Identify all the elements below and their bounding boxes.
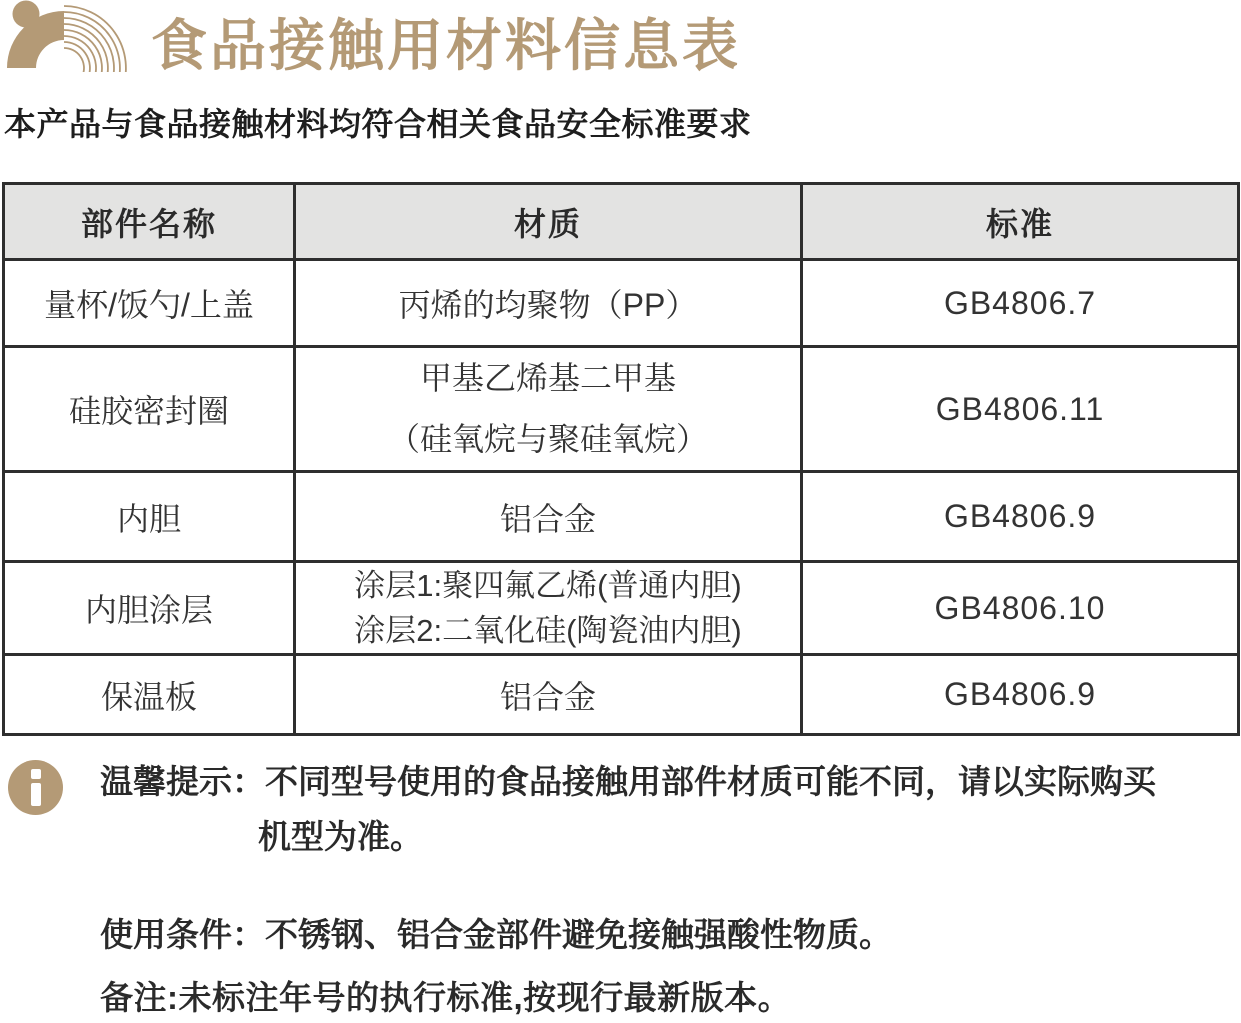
table-header-row xyxy=(4,184,1239,260)
info-icon-dot xyxy=(31,769,41,779)
info-icon-stem xyxy=(31,783,41,806)
info-icon xyxy=(8,760,63,815)
material-cell xyxy=(295,472,802,562)
part-name-cell: 硅胶密封圈 xyxy=(4,347,295,472)
part-name-cell: 量杯/饭勺/上盖 xyxy=(4,260,295,347)
part-name-cell: 内胆涂层 xyxy=(4,562,295,655)
page-title: 食品接触用材料信息表 xyxy=(151,14,741,77)
materials-table xyxy=(2,182,1240,736)
material-line: 涂层1:聚四氟乙烯(普通内胆) xyxy=(354,568,742,603)
material-cell xyxy=(295,655,802,735)
part-name-cell: 保温板 xyxy=(4,655,295,735)
standard-cell: GB4806.11 xyxy=(802,347,1239,472)
compliance-statement: 本产品与食品接触材料均符合相关食品安全标准要求 xyxy=(4,106,752,142)
material-cell xyxy=(295,562,802,655)
standard-cell: GB4806.9 xyxy=(802,655,1239,735)
part-name-cell: 内胆 xyxy=(4,472,295,562)
material-line: 涂层2:二氧化硅(陶瓷油内胆) xyxy=(354,613,742,648)
standard-cell: GB4806.10 xyxy=(802,562,1239,655)
tip-note-line1 xyxy=(100,757,1230,807)
standard-cell: GB4806.9 xyxy=(802,472,1239,562)
standard-cell: GB4806.7 xyxy=(802,260,1239,347)
table-row xyxy=(4,562,1239,655)
tip-label: 温馨提示： xyxy=(100,763,265,800)
remark-note: 备注:未标注年号的执行标准,按现行最新版本。 xyxy=(100,979,792,1016)
column-header-part: 部件名称 xyxy=(4,184,295,260)
footer-notes xyxy=(100,757,1230,1023)
material-cell xyxy=(295,260,802,347)
table-row xyxy=(4,655,1239,735)
material-line: 铝合金 xyxy=(499,500,596,537)
table-row xyxy=(4,472,1239,562)
tip-note-line2: 机型为准。 xyxy=(258,818,423,855)
tip-text-line1: 不同型号使用的食品接触用部件材质可能不同，请以实际购买 xyxy=(265,763,1156,800)
brand-grain-arcs-logo-icon xyxy=(4,0,132,72)
material-line: 丙烯的均聚物（PP） xyxy=(398,287,698,323)
material-line: （硅氧烷与聚硅氧烷） xyxy=(387,421,708,457)
material-line: 铝合金 xyxy=(499,678,596,715)
table-row xyxy=(4,260,1239,347)
table-row xyxy=(4,347,1239,472)
usage-condition-note: 使用条件：不锈钢、铝合金部件避免接触强酸性物质。 xyxy=(100,916,892,953)
column-header-standard: 标准 xyxy=(802,184,1239,260)
column-header-material: 材质 xyxy=(295,184,802,260)
material-cell xyxy=(295,347,802,472)
material-line: 甲基乙烯基二甲基 xyxy=(419,360,676,396)
